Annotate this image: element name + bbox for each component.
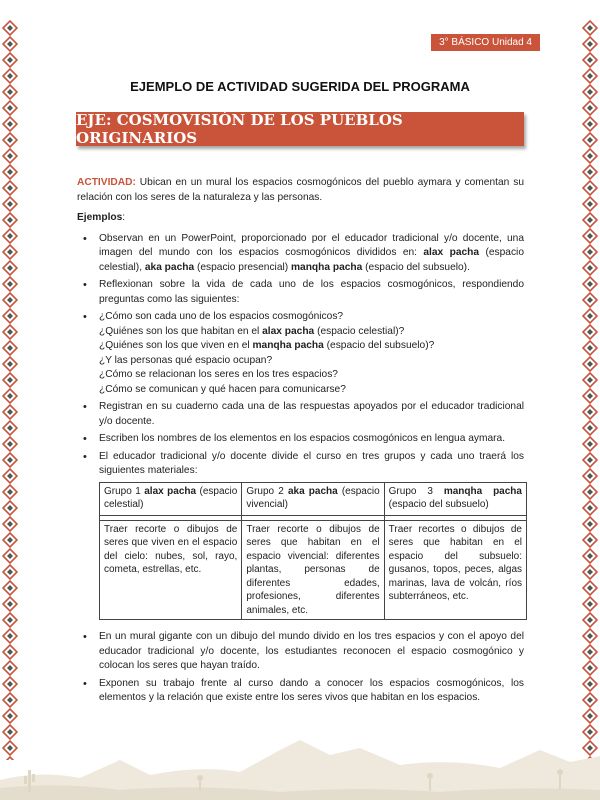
- examples-heading: [77, 211, 524, 226]
- landscape-illustration-icon: [0, 720, 600, 800]
- question-text: (espacio del subsuelo)?: [323, 340, 435, 351]
- list-item: • Exponen su trabajo frente al curso dando a conocer los espacios cosmogónicos, los elementos y la relación que existe entre los seres vivos que habitan en los espacios.: [77, 677, 524, 706]
- question-line: [99, 325, 524, 340]
- border-pattern-icon: [2, 20, 18, 760]
- table-cell: Traer recorte o dibujos de seres que viven en el espacio del cielo: nubes, sol, rayo, cometa, estrellas, etc.: [100, 520, 242, 620]
- examples-label: Ejemplos: [77, 212, 123, 223]
- table-cell: Traer recorte o dibujos de seres que habitan en el espacio vivencial: diferentes plantas, personas de diferentes edades, profesiones, diferentes animales, etc.: [242, 520, 384, 620]
- cell-text: (espacio celestial): [104, 485, 238, 510]
- eje-banner: [76, 112, 524, 146]
- list-item: [77, 232, 524, 276]
- left-decorative-border: [2, 20, 18, 760]
- question-line: [99, 339, 524, 354]
- eje-title: EJE: COSMOVISIÓN DE LOS PUEBLOS ORIGINARIOS: [76, 111, 403, 147]
- activity-text: Ubican en un mural los espacios cosmogónicos del pueblo aymara y comentan su relación con los seres de la naturaleza y las personas.: [77, 177, 524, 203]
- examples-colon: :: [122, 212, 126, 223]
- bullet-text: (espacio del subsuelo).: [362, 261, 470, 273]
- term-manqha-pacha: manqha pacha: [252, 340, 324, 351]
- groups-table: [99, 482, 527, 621]
- cell-text: Grupo 3: [388, 485, 444, 497]
- border-pattern-icon: [582, 20, 598, 760]
- table-header-cell: [384, 482, 526, 515]
- question-line: • ¿Cómo son cada uno de los espacios cosmogónicos?: [99, 311, 344, 322]
- table-header-cell: [100, 482, 242, 515]
- list-item: [77, 310, 524, 397]
- list-item: • El educador tradicional y/o docente divide el curso en tres grupos y cada uno traerá los siguientes materiales:: [77, 450, 524, 479]
- document-body: [77, 176, 524, 709]
- question-text: (espacio celestial)?: [314, 325, 405, 337]
- cell-text: (espacio vivencial): [246, 485, 380, 510]
- table-header-row: [100, 482, 527, 515]
- list-item: • En un mural gigante con un dibujo del mundo divido en los tres espacios y con el apoyo del educador tradicional y/o docente, los estudiantes reconocen el espacio cosmogónico y colocan los seres que hayan traído.: [77, 630, 524, 674]
- right-decorative-border: [582, 20, 598, 760]
- bullet-text: (espacio presencial): [194, 261, 291, 273]
- examples-list: [77, 232, 524, 479]
- question-line: ¿Cómo se comunican y qué hacen para comunicarse?: [99, 383, 346, 395]
- question-line: ¿Cómo se relacionan los seres en los tres espacios?: [99, 369, 338, 380]
- table-cell: Traer recortes o dibujos de seres que habitan en el espacio del subsuelo: gusanos, topos, peces, algas marinas, lava de volcán, ríos subterráneos, etc.: [384, 520, 526, 620]
- grade-unit-badge: 3° BÁSICO Unidad 4: [431, 34, 540, 51]
- cell-text: Grupo 2: [246, 485, 288, 497]
- term-aka-pacha: aka pacha: [287, 485, 338, 497]
- cell-text: Grupo 1: [104, 485, 145, 497]
- activity-label: ACTIVIDAD:: [77, 177, 136, 188]
- table-header-cell: [242, 482, 384, 515]
- activity-paragraph: [77, 176, 524, 205]
- question-text: ¿Quiénes son los que habitan en el: [99, 325, 263, 337]
- term-aka-pacha: aka pacha: [144, 261, 195, 273]
- term-manqha-pacha: manqha pacha: [290, 261, 363, 273]
- table-row: [100, 520, 527, 620]
- page-title: EJEMPLO DE ACTIVIDAD SUGERIDA DEL PROGRAMA: [130, 79, 470, 94]
- bullet-text: Observan en un PowerPoint, proporcionado por el educador tradicional y/o docente, una imagen del mundo con los espacios cosmogónicos divididos en:: [99, 232, 524, 258]
- examples-list-continued: [77, 630, 524, 706]
- list-item: • Registran en su cuaderno cada una de las respuestas apoyados por el educador tradicional y/o docente.: [77, 400, 524, 429]
- list-item: • Reflexionan sobre la vida de cada uno de los espacios cosmogónicos, respondiendo preguntas como las siguientes:: [77, 278, 524, 307]
- question-text: ¿Quiénes son los que viven en el: [99, 340, 253, 351]
- term-alax-pacha: alax pacha: [144, 485, 197, 497]
- bullet-text: (espacio celestial),: [99, 247, 524, 273]
- cell-text: (espacio del subsuelo): [388, 499, 489, 510]
- term-alax-pacha: alax pacha: [423, 247, 480, 258]
- list-item: • Escriben los nombres de los elementos en los espacios cosmogónicos en lengua aymara.: [77, 432, 524, 447]
- term-alax-pacha: alax pacha: [262, 325, 315, 337]
- question-line: ¿Y las personas qué espacio ocupan?: [99, 354, 273, 366]
- term-manqha-pacha: manqha pacha: [443, 485, 522, 497]
